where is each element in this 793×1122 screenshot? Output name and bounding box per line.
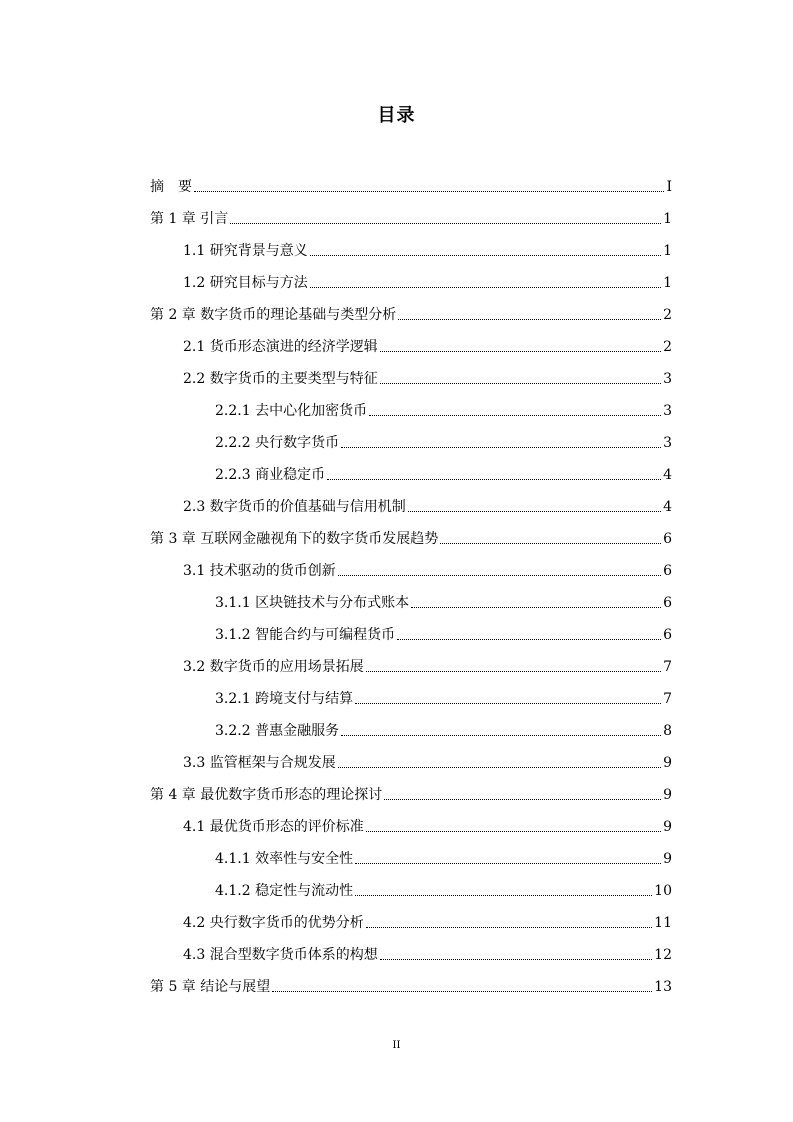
dot-leader bbox=[440, 543, 661, 544]
toc-entry[interactable] bbox=[183, 358, 672, 390]
toc-entry-label: 1.1 研究背景与意义 bbox=[183, 243, 308, 259]
toc-entry-page: 3 bbox=[663, 435, 672, 451]
toc-entry[interactable] bbox=[150, 966, 672, 998]
toc-entry-label: 3.2 数字货币的应用场景拓展 bbox=[183, 659, 364, 675]
toc-entry-label: 2.1 货币形态演进的经济学逻辑 bbox=[183, 339, 378, 355]
toc-entry-label: 3.2.1 跨境支付与结算 bbox=[215, 691, 354, 707]
toc-entry[interactable] bbox=[183, 742, 672, 774]
toc-entry-page: 4 bbox=[663, 467, 672, 483]
toc-entry-label: 1.2 研究目标与方法 bbox=[183, 275, 308, 291]
toc-entry-label: 4.1.2 稳定性与流动性 bbox=[215, 883, 354, 899]
toc-entry-label: 4.1 最优货币形态的评价标准 bbox=[183, 819, 364, 835]
dot-leader bbox=[384, 799, 661, 800]
toc-entry[interactable] bbox=[215, 582, 672, 614]
toc-entry-label: 摘 要 bbox=[150, 179, 192, 195]
toc-entry-label: 4.3 混合型数字货币体系的构想 bbox=[183, 947, 378, 963]
toc-entry-page: 1 bbox=[663, 275, 672, 291]
toc-entry-label: 第 5 章 结论与展望 bbox=[150, 979, 271, 995]
toc-entry-page: 6 bbox=[663, 531, 672, 547]
dot-leader bbox=[272, 991, 652, 992]
toc-entry-label: 4.2 央行数字货币的优势分析 bbox=[183, 915, 364, 931]
toc-entry-page: 2 bbox=[663, 339, 672, 355]
dot-leader bbox=[355, 895, 652, 896]
toc-entry[interactable] bbox=[183, 646, 672, 678]
toc-entry[interactable] bbox=[215, 454, 672, 486]
dot-leader bbox=[366, 671, 661, 672]
toc-entry[interactable] bbox=[215, 422, 672, 454]
dot-leader bbox=[369, 415, 661, 416]
dot-leader bbox=[366, 927, 652, 928]
toc-entry-label: 3.1 技术驱动的货币创新 bbox=[183, 563, 336, 579]
toc-entry[interactable] bbox=[183, 550, 672, 582]
page-title: 目录 bbox=[377, 105, 416, 126]
toc-entry-page: 6 bbox=[663, 563, 672, 579]
toc-entry-label: 3.2.2 普惠金融服务 bbox=[215, 723, 340, 739]
toc-entry-label: 2.3 数字货币的价值基础与信用机制 bbox=[183, 499, 406, 515]
toc-entry-label: 第 1 章 引言 bbox=[150, 211, 229, 227]
toc-entry-page: 1 bbox=[663, 243, 672, 259]
toc-entry-page: 6 bbox=[663, 595, 672, 611]
toc-entry[interactable] bbox=[183, 326, 672, 358]
dot-leader bbox=[194, 191, 664, 192]
toc-entry-label: 3.1.1 区块链技术与分布式账本 bbox=[215, 595, 410, 611]
toc-entry-page: 6 bbox=[663, 627, 672, 643]
dot-leader bbox=[380, 959, 652, 960]
dot-leader bbox=[366, 831, 661, 832]
dot-leader bbox=[380, 383, 661, 384]
toc-entry-label: 3.3 监管框架与合规发展 bbox=[183, 755, 336, 771]
dot-leader bbox=[355, 703, 661, 704]
dot-leader bbox=[397, 639, 661, 640]
toc-entry-label: 第 2 章 数字货币的理论基础与类型分析 bbox=[150, 307, 397, 323]
toc-entry-page: 3 bbox=[663, 371, 672, 387]
toc-entry-page: I bbox=[666, 179, 672, 195]
toc-entry-label: 第 4 章 最优数字货币形态的理论探讨 bbox=[150, 787, 383, 803]
toc-entry-label: 2.2 数字货币的主要类型与特征 bbox=[183, 371, 378, 387]
toc-entry[interactable] bbox=[150, 198, 672, 230]
toc-entry[interactable] bbox=[215, 390, 672, 422]
toc-entry[interactable] bbox=[215, 614, 672, 646]
page-number: II bbox=[392, 1040, 401, 1051]
toc-entry-page: 3 bbox=[663, 403, 672, 419]
toc-entry[interactable] bbox=[183, 262, 672, 294]
dot-leader bbox=[380, 351, 661, 352]
toc-entry[interactable] bbox=[215, 870, 672, 902]
toc-entry[interactable] bbox=[183, 934, 672, 966]
dot-leader bbox=[341, 447, 661, 448]
dot-leader bbox=[327, 479, 661, 480]
toc-entry-page: 4 bbox=[663, 499, 672, 515]
dot-leader bbox=[310, 287, 661, 288]
toc-entry[interactable] bbox=[183, 806, 672, 838]
toc-entry-page: 10 bbox=[654, 883, 672, 899]
toc-entry[interactable] bbox=[150, 774, 672, 806]
toc-entry-page: 9 bbox=[663, 787, 672, 803]
dot-leader bbox=[341, 735, 661, 736]
toc-entry-page: 2 bbox=[663, 307, 672, 323]
toc-entry-label: 2.2.1 去中心化加密货币 bbox=[215, 403, 368, 419]
toc-entry[interactable] bbox=[150, 166, 672, 198]
toc-entry[interactable] bbox=[215, 710, 672, 742]
toc-entry[interactable] bbox=[183, 902, 672, 934]
toc-entry-page: 13 bbox=[654, 979, 672, 995]
dot-leader bbox=[310, 255, 661, 256]
dot-leader bbox=[408, 511, 661, 512]
toc-entry-label: 2.2.3 商业稳定币 bbox=[215, 467, 326, 483]
toc-entry[interactable] bbox=[215, 678, 672, 710]
toc-entry-page: 12 bbox=[654, 947, 672, 963]
toc-entry-page: 11 bbox=[654, 915, 672, 931]
toc-entry-label: 第 3 章 互联网金融视角下的数字货币发展趋势 bbox=[150, 531, 439, 547]
toc-entry-label: 4.1.1 效率性与安全性 bbox=[215, 851, 354, 867]
toc-entry-page: 7 bbox=[663, 691, 672, 707]
toc-entry[interactable] bbox=[150, 518, 672, 550]
toc-entry[interactable] bbox=[215, 838, 672, 870]
dot-leader bbox=[355, 863, 661, 864]
toc-entry-label: 2.2.2 央行数字货币 bbox=[215, 435, 340, 451]
toc-entry-page: 9 bbox=[663, 755, 672, 771]
dot-leader bbox=[230, 223, 661, 224]
toc-entry[interactable] bbox=[183, 486, 672, 518]
toc-entry-page: 9 bbox=[663, 851, 672, 867]
toc-entry[interactable] bbox=[183, 230, 672, 262]
toc-entry-label: 3.1.2 智能合约与可编程货币 bbox=[215, 627, 396, 643]
toc-entry-page: 8 bbox=[663, 723, 672, 739]
dot-leader bbox=[338, 767, 661, 768]
dot-leader bbox=[398, 319, 661, 320]
toc-entry-page: 9 bbox=[663, 819, 672, 835]
toc-entry-page: 1 bbox=[663, 211, 672, 227]
dot-leader bbox=[338, 575, 661, 576]
dot-leader bbox=[411, 607, 661, 608]
toc-entry-page: 7 bbox=[663, 659, 672, 675]
toc-entry[interactable] bbox=[150, 294, 672, 326]
